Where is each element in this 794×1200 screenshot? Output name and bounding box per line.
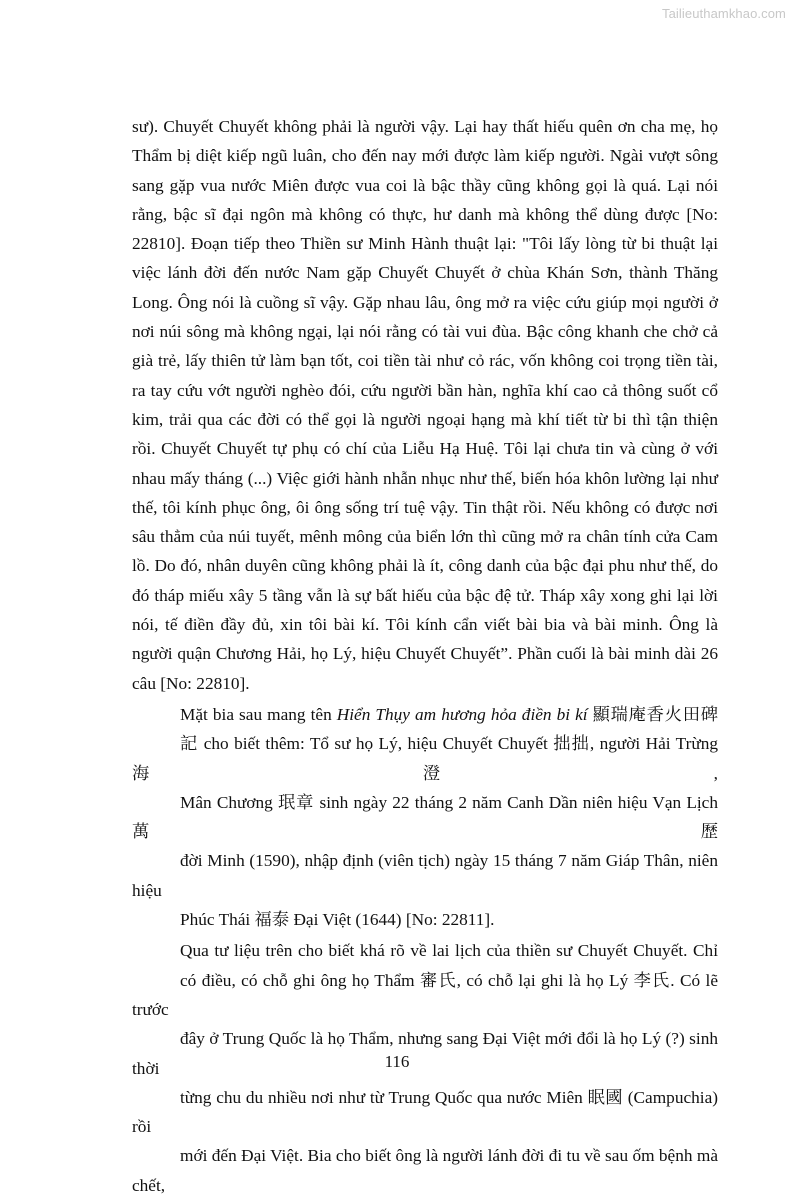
text-line: rồi. Chuyết Chuyết tự phụ có chí của Liễu Hạ Huệ. Tôi lại chưa tin và cùng ở với [132,439,718,459]
text-fragment: 顯瑞庵香火田碑 [587,704,718,724]
stele-title: Hiển Thụy am hương hỏa điền bi kí [336,704,588,724]
text-line: nơi núi sông mà không ngại, lại nói rằng có tài vui đùa. Bậc công khanh che chở cả [132,322,718,342]
text-line: Phúc Thái 福泰 Đại Việt (1644) [No: 22811]. [180,910,495,930]
text-line: đây ở Trung Quốc là họ Thẩm, nhưng sang Đại Việt mới đổi là họ Lý (?) sinh thời [132,1029,718,1078]
text-line: thế, tôi kính phục ông, ôi ông sống trí tuệ vậy. Tin thật rồi. Nếu không có được nơi [132,497,718,517]
text-line: 記 cho biết thêm: Tổ sư họ Lý, hiệu Chuyết Chuyết 拙拙, người Hải Trừng 海澄, [132,734,718,783]
text-line: đời Minh (1590), nhập định (viên tịch) ngày 15 tháng 7 năm Giáp Thân, niên hiệu [132,851,718,900]
text-line: sư). Chuyết Chuyết không phải là người vậy. Lại hay thất hiếu quên ơn cha mẹ, họ [132,117,718,136]
text-fragment: Mặt bia sau mang tên [180,704,337,724]
page-number: 116 [384,1052,410,1071]
text-line: kim, trải qua các đời có thể gọi là người ngoại hạng mà khí tiết từ bi thì tận thiện [132,409,718,429]
text-line [132,700,718,729]
text-line: câu [No: 22810]. [132,673,250,693]
text-line: đó tháp miếu xây 5 tầng vẫn là sự bất hiếu của bậc đệ tử. Tháp xây xong ghi lại lời [132,585,718,605]
text-line: già trẻ, lấy thiên tử làm bạn tốt, coi tiền tài như cỏ rác, vốn không coi trọng tiền tài, [132,351,718,371]
text-line: ra tay cứu vớt người nghèo đói, cứu người bần hàn, nghĩa khí cao cả thông suốt cổ [132,380,718,400]
text-line: nhau mấy tháng (...) Việc giới hành nhẫn nhục như thế, biến hóa khôn lường lại như [132,468,718,488]
text-line: mới đến Đại Việt. Bia cho biết ông là người lánh đời đi tu về sau ốm bệnh mà chết, [132,1146,718,1195]
text-line: rằng, bậc sĩ đại ngôn mà không có thực, hư danh mà không thể dùng được [No: [132,204,718,224]
text-line: sâu thẳm của núi tuyết, mênh mông của biển lớn thì cũng mở ra chân tính cửa Cam [132,527,718,547]
text-line: người quận Chương Hải, họ Lý, hiệu Chuyết Chuyết”. Phần cuối là bài minh dài 26 [132,644,718,664]
watermark: Tailieuthamkhao.com [661,6,786,21]
text-line: Long. Ông nói là cuồng sĩ vậy. Gặp nhau lâu, ông mở ra việc cứu giúp mọi người ở [132,292,718,312]
paragraph-1 [132,112,718,698]
text-line: lồ. Do đó, nhân duyên cũng không phải là ít, công danh của bậc đại phu như thế, do [132,556,718,576]
text-line: Mân Chương 珉章 sinh ngày 22 tháng 2 năm Canh Dần niên hiệu Vạn Lịch 萬歷 [132,792,718,842]
text-line: sang gặp vua nước Miên được vua coi là bậc thầy cũng không gọi là quá. Lại nói [132,175,718,195]
document-body [132,112,718,1200]
paragraph-2 [132,700,718,934]
text-line: Qua tư liệu trên cho biết khá rõ về lai lịch của thiền sư Chuyết Chuyết. Chỉ [180,941,718,961]
text-line: 22810]. Đoạn tiếp theo Thiền sư Minh Hành thuật lại: "Tôi lấy lòng từ bi thuật lại [132,234,718,254]
text-line: nói, tế điền đầy đủ, xin tôi bài kí. Tôi kính cẩn viết bài bia và bài minh. Ông là [132,615,718,635]
text-line: Thẩm bị diệt kiếp ngũ luân, cho đến nay mới được làm kiếp người. Ngài vượt sông [132,146,718,166]
text-line: việc lánh đời đến nước Nam gặp Chuyết Chuyết ở chùa Khán Sơn, thành Thăng [132,263,718,283]
text-line: có điều, có chỗ ghi ông họ Thẩm 審氏, có chỗ lại ghi là họ Lý 李氏. Có lẽ trước [132,970,718,1019]
text-line: từng chu du nhiều nơi như từ Trung Quốc qua nước Miên 眠國 (Campuchia) rồi [132,1087,718,1137]
